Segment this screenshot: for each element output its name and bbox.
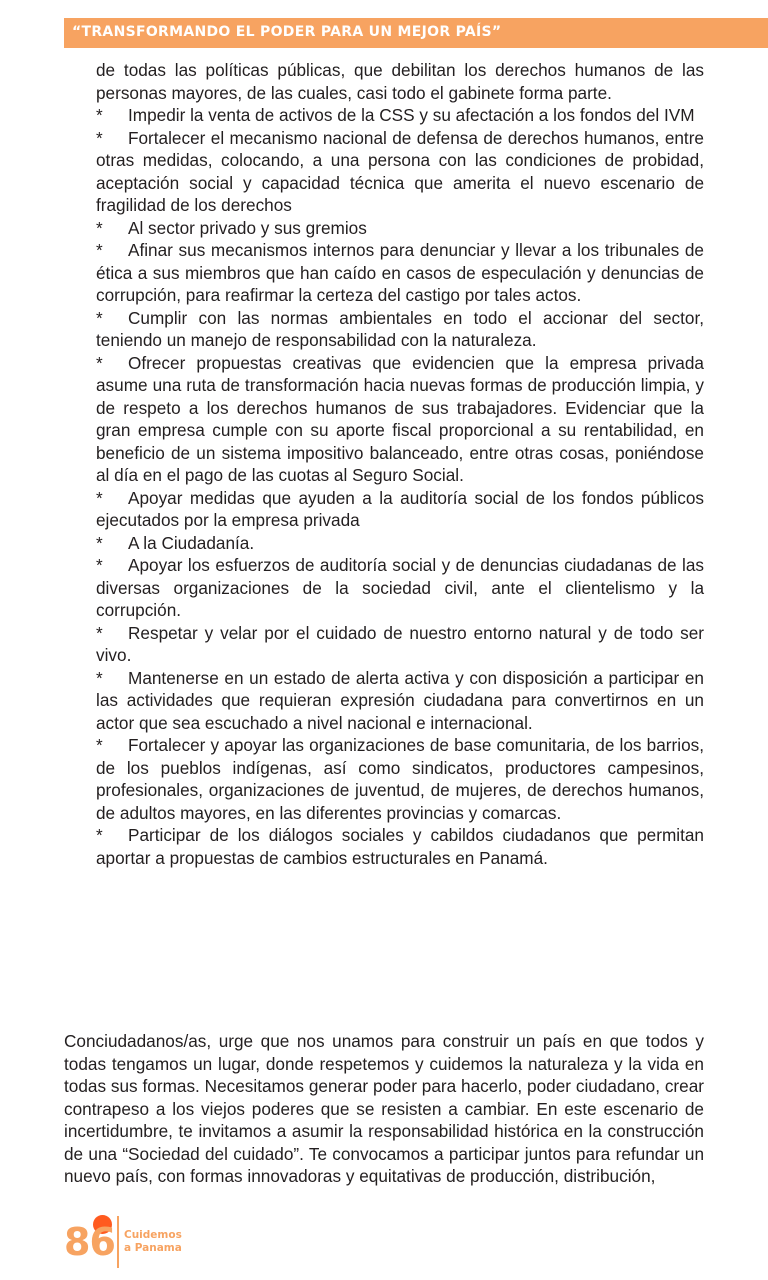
bullet-asterisk: * [96, 127, 103, 148]
paragraph-text: de todas las políticas públicas, que debilitan los derechos humanos de las personas mayores, de las cuales, casi todo el gabinete forma parte. [96, 60, 704, 103]
bullet-item [96, 667, 704, 735]
bullet-asterisk: * [96, 307, 103, 328]
bullet-asterisk: * [96, 825, 103, 845]
bullet-item [96, 104, 704, 127]
paragraph-text: Ofrecer propuestas creativas que evidencien que la empresa privada asume una ruta de transformación hacia nuevas formas de producción limpia, y de respeto a los derechos humanos de sus trabajadores. Evidenciar que la gran empresa cumple con su aporte fiscal proporcional a su rentabilidad, en beneficio de un sistema impositivo balanceado, entre otras cosas, poniéndose al día en el pago de las cuotas al Seguro Social. [96, 352, 704, 485]
bullet-item [96, 127, 704, 217]
paragraph-text: Participar de los diálogos sociales y cabildos ciudadanos que permitan aportar a propuestas de cambios estructurales en Panamá. [96, 825, 704, 868]
page-number: 86 [64, 1220, 115, 1264]
paragraph-text: Fortalecer el mecanismo nacional de defensa de derechos humanos, entre otras medidas, colocando, a una persona con las condiciones de probidad, aceptación social y capacidad técnica que amerita el nuevo escenario de fragilidad de los derechos [96, 127, 704, 215]
footer-brand [124, 1229, 182, 1255]
bullet-asterisk: * [96, 532, 103, 553]
bullet-asterisk: * [96, 667, 103, 688]
bullet-item [96, 307, 704, 352]
footer-divider [117, 1216, 119, 1268]
brand-line-1: Cuidemos [124, 1229, 182, 1241]
paragraph-text: Apoyar los esfuerzos de auditoría social y de denuncias ciudadanas de las diversas organizaciones de la sociedad civil, ante el clientelismo y la corrupción. [96, 555, 704, 620]
bullet-item [96, 824, 704, 869]
closing-paragraph: Conciudadanos/as, urge que nos unamos para construir un país en que todos y todas tengamos un lugar, donde respetemos y cuidemos la naturaleza y la vida en todas sus formas. Necesitamos generar poder para hacerlo, poder ciudadano, crear contrapeso a los viejos poderes que se resisten a cambiar. En este escenario de incertidumbre, te invitamos a asumir la responsabilidad histórica en la construcción de una “Sociedad del cuidado”. Te convocamos a participar juntos para refundar un nuevo país, con formas innovadoras y equitativas de producción, distribución, [64, 1031, 704, 1186]
bullet-asterisk: * [96, 735, 103, 755]
paragraph-text: Cumplir con las normas ambientales en todo el accionar del sector, teniendo un manejo de responsabilidad con la naturaleza. [96, 307, 704, 350]
bullet-item [96, 352, 704, 487]
paragraph-text: Apoyar medidas que ayuden a la auditoría social de los fondos públicos ejecutados por la empresa privada [96, 487, 704, 530]
paragraph-text: Fortalecer y apoyar las organizaciones de base comunitaria, de los barrios, de los pueblos indígenas, así como sindicatos, productores campesinos, profesionales, organizaciones de juventud, de mujeres, de derechos humanos, de adultos mayores, en las diferentes provincias y comarcas. [96, 735, 704, 823]
bullet-item [96, 622, 704, 667]
paragraph-text: Mantenerse en un estado de alerta activa y con disposición a participar en las actividades que requieran expresión ciudadana para convertirnos en un actor que sea escuchado a nivel nacional e internacional. [96, 667, 704, 733]
continuation-paragraph [96, 59, 704, 104]
bullet-asterisk: * [96, 555, 103, 575]
bullet-item [96, 217, 704, 240]
bullet-item [96, 532, 704, 555]
paragraph-text: Respetar y velar por el cuidado de nuestro entorno natural y de todo ser vivo. [96, 622, 704, 665]
bullet-asterisk: * [96, 352, 103, 373]
paragraph-text: Impedir la venta de activos de la CSS y su afectación a los fondos del IVM [128, 105, 695, 125]
bullet-item [96, 239, 704, 307]
bullet-asterisk: * [96, 487, 103, 508]
header-title: “TRANSFORMANDO EL PODER PARA UN MEJOR PAÍS” [72, 24, 502, 40]
header-bar [64, 18, 768, 48]
bullet-asterisk: * [96, 217, 103, 238]
body-text [96, 59, 704, 869]
bullet-asterisk: * [96, 240, 103, 260]
brand-line-2: a Panama [124, 1242, 182, 1254]
paragraph-text: Afinar sus mecanismos internos para denunciar y llevar a los tribunales de ética a sus miembros que han caído en casos de especulación y denuncias de corrupción, para reafirmar la certeza del castigo por tales actos. [96, 240, 704, 305]
bullet-asterisk: * [96, 622, 103, 643]
paragraph-text: A la Ciudadanía. [128, 532, 255, 553]
bullet-item [96, 554, 704, 622]
bullet-asterisk: * [96, 105, 103, 125]
paragraph-text: Al sector privado y sus gremios [128, 217, 367, 238]
bullet-item [96, 487, 704, 532]
bullet-item [96, 734, 704, 824]
footer [60, 1212, 260, 1272]
